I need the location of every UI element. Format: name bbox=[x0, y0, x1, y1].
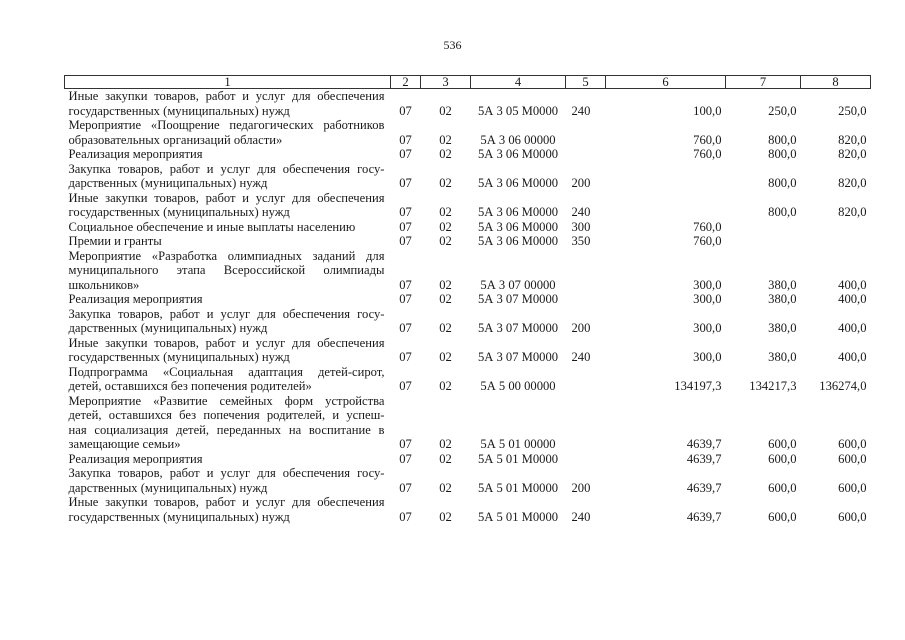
cell-c7: 800,0 bbox=[768, 176, 797, 190]
cell-c5 bbox=[566, 147, 606, 162]
table-row bbox=[65, 249, 871, 293]
cell-c8: 600,0 bbox=[838, 451, 867, 466]
cell-c8: 600,0 bbox=[838, 509, 867, 524]
cell-c2: 07 bbox=[399, 451, 412, 466]
cell-c5: 200 bbox=[571, 321, 591, 335]
cell-c3: 02 bbox=[439, 437, 452, 451]
cell-c8: 820,0 bbox=[838, 147, 867, 161]
row-name bbox=[65, 89, 391, 119]
budget-table bbox=[64, 75, 871, 524]
cell-c3: 02 bbox=[439, 103, 452, 118]
cell-c3: 02 bbox=[439, 379, 452, 393]
cell-c3: 02 bbox=[439, 132, 452, 147]
cell-c3: 02 bbox=[439, 176, 452, 190]
cell-c5: 240 bbox=[571, 509, 591, 524]
row-name-line: дарственных (муниципальных) нужд bbox=[68, 321, 268, 335]
column-header-8: 8 bbox=[801, 76, 871, 89]
row-name bbox=[65, 452, 391, 467]
cell-c2: 07 bbox=[399, 379, 412, 393]
cell-c6 bbox=[606, 162, 726, 191]
row-name-line: Премии и гранты bbox=[68, 234, 162, 248]
row-name-line: Реализация мероприятия bbox=[68, 451, 203, 466]
cell-c4: 5А 3 06 М0000 bbox=[477, 147, 559, 161]
cell-c8: 250,0 bbox=[838, 103, 867, 118]
row-name-line: государственных (муниципальных) нужд bbox=[68, 205, 290, 219]
cell-c3: 02 bbox=[439, 321, 452, 335]
page-number: 536 bbox=[443, 38, 462, 52]
table-row bbox=[65, 162, 871, 191]
cell-c7: 134217,3 bbox=[749, 379, 797, 393]
row-name bbox=[65, 495, 391, 524]
cell-c5 bbox=[566, 249, 606, 293]
cell-c6: 100,0 bbox=[693, 103, 722, 118]
cell-c7: 800,0 bbox=[768, 147, 797, 161]
cell-c6: 300,0 bbox=[693, 350, 722, 364]
table-row bbox=[65, 147, 871, 162]
table-row bbox=[65, 495, 871, 524]
cell-c2: 07 bbox=[399, 234, 412, 248]
cell-c8: 400,0 bbox=[838, 350, 867, 364]
cell-c7: 800,0 bbox=[768, 132, 797, 147]
cell-c8: 600,0 bbox=[838, 437, 867, 451]
cell-c6: 760,0 bbox=[693, 219, 722, 234]
cell-c7: 600,0 bbox=[768, 451, 797, 466]
cell-c5: 240 bbox=[571, 350, 591, 364]
table-row bbox=[65, 89, 871, 119]
cell-c7: 380,0 bbox=[768, 277, 797, 292]
row-name bbox=[65, 249, 391, 293]
cell-c4: 5А 3 06 00000 bbox=[480, 132, 556, 147]
column-header-6: 6 bbox=[606, 76, 726, 89]
table-row bbox=[65, 118, 871, 147]
row-name-line: Иные закупки товаров, работ и услуг для обеспечения bbox=[68, 89, 385, 103]
row-name-line: Закупка товаров, работ и услуг для обеспечения госу- bbox=[68, 466, 385, 480]
row-name-line: Реализация мероприятия bbox=[68, 292, 203, 306]
row-name-line: Закупка товаров, работ и услуг для обеспечения госу- bbox=[68, 161, 385, 176]
cell-c7: 380,0 bbox=[768, 292, 797, 306]
column-header-1: 1 bbox=[65, 76, 391, 89]
cell-c4: 5А 3 05 М0000 bbox=[477, 103, 559, 118]
cell-c4: 5А 5 01 М0000 bbox=[477, 451, 559, 466]
cell-c2: 07 bbox=[399, 176, 412, 190]
row-name bbox=[65, 336, 391, 365]
cell-c2: 07 bbox=[399, 132, 412, 147]
cell-c3: 02 bbox=[439, 234, 452, 248]
cell-c5: 200 bbox=[571, 176, 591, 190]
cell-c4: 5А 3 06 М0000 bbox=[477, 234, 559, 248]
cell-c6: 300,0 bbox=[693, 292, 722, 306]
table-row bbox=[65, 452, 871, 467]
cell-c5: 300 bbox=[571, 219, 591, 234]
cell-c6: 134197,3 bbox=[674, 379, 722, 393]
cell-c4: 5А 3 07 00000 bbox=[480, 277, 556, 292]
row-name-line: Социальное обеспечение и иные выплаты населению bbox=[68, 219, 356, 234]
cell-c2: 07 bbox=[399, 277, 412, 292]
table-row bbox=[65, 336, 871, 365]
cell-c3: 02 bbox=[439, 147, 452, 161]
column-header-7: 7 bbox=[726, 76, 801, 89]
cell-c4: 5А 5 01 М0000 bbox=[477, 480, 559, 495]
cell-c6: 4639,7 bbox=[686, 509, 722, 524]
cell-c2: 07 bbox=[399, 219, 412, 234]
column-header-4: 4 bbox=[471, 76, 566, 89]
column-header-3: 3 bbox=[421, 76, 471, 89]
cell-c5: 240 bbox=[571, 205, 591, 219]
cell-c2: 07 bbox=[399, 147, 412, 161]
column-header-5: 5 bbox=[566, 76, 606, 89]
cell-c8: 820,0 bbox=[838, 132, 867, 147]
row-name-line: Мероприятие «Разработка олимпиадных заданий для bbox=[68, 248, 385, 263]
cell-c2: 07 bbox=[399, 509, 412, 524]
row-name bbox=[65, 118, 391, 147]
row-name-line: образовательных организаций области» bbox=[68, 132, 283, 147]
row-name-line: муниципального этапа Всероссийской олимпиады bbox=[68, 263, 385, 277]
row-name-line: Иные закупки товаров, работ и услуг для обеспечения bbox=[68, 495, 385, 509]
table-row bbox=[65, 466, 871, 495]
cell-c6: 760,0 bbox=[693, 147, 722, 161]
row-name bbox=[65, 147, 391, 162]
row-name-line: детей, оставшихся без попечения родителей, и успеш- bbox=[68, 408, 385, 422]
cell-c8: 400,0 bbox=[838, 277, 867, 292]
cell-c6: 760,0 bbox=[693, 234, 722, 248]
row-name bbox=[65, 220, 391, 235]
row-name-line: Иные закупки товаров, работ и услуг для обеспечения bbox=[68, 335, 385, 350]
cell-c3: 02 bbox=[439, 480, 452, 495]
cell-c2: 07 bbox=[399, 103, 412, 118]
row-name bbox=[65, 234, 391, 249]
cell-c7: 800,0 bbox=[768, 205, 797, 219]
cell-c8: 136274,0 bbox=[819, 379, 867, 393]
cell-c5 bbox=[566, 292, 606, 307]
column-header-2: 2 bbox=[391, 76, 421, 89]
cell-c4: 5А 3 06 М0000 bbox=[477, 219, 559, 234]
row-name bbox=[65, 162, 391, 191]
cell-c6: 760,0 bbox=[693, 132, 722, 147]
row-name-line: дарственных (муниципальных) нужд bbox=[68, 176, 268, 190]
cell-c5 bbox=[566, 452, 606, 467]
cell-c7: 600,0 bbox=[768, 509, 797, 524]
cell-c5: 350 bbox=[571, 234, 591, 248]
row-name bbox=[65, 191, 391, 220]
cell-c3: 02 bbox=[439, 292, 452, 306]
cell-c4: 5А 3 07 М0000 bbox=[477, 350, 559, 364]
cell-c2: 07 bbox=[399, 437, 412, 451]
table-row bbox=[65, 307, 871, 336]
cell-c4: 5А 3 07 М0000 bbox=[477, 292, 559, 306]
cell-c3: 02 bbox=[439, 509, 452, 524]
cell-c8: 400,0 bbox=[838, 292, 867, 306]
row-name-line: детей, оставшихся без попечения родителей» bbox=[68, 379, 312, 393]
row-name-line: дарственных (муниципальных) нужд bbox=[68, 480, 268, 495]
cell-c5: 240 bbox=[571, 103, 591, 118]
cell-c8 bbox=[801, 234, 871, 249]
cell-c5 bbox=[566, 365, 606, 394]
cell-c7: 380,0 bbox=[768, 321, 797, 335]
row-name-line: ная социализация детей, переданных на воспитание в bbox=[68, 422, 385, 437]
cell-c6: 4639,7 bbox=[686, 451, 722, 466]
table-row bbox=[65, 394, 871, 452]
row-name-line: Мероприятие «Поощрение педагогических работников bbox=[68, 118, 385, 132]
cell-c5 bbox=[566, 118, 606, 147]
cell-c3: 02 bbox=[439, 219, 452, 234]
cell-c6 bbox=[606, 191, 726, 220]
cell-c4: 5А 5 01 М0000 bbox=[477, 509, 559, 524]
cell-c4: 5А 3 07 М0000 bbox=[477, 321, 559, 335]
cell-c7: 600,0 bbox=[768, 437, 797, 451]
row-name bbox=[65, 307, 391, 336]
cell-c7 bbox=[726, 220, 801, 235]
cell-c2: 07 bbox=[399, 292, 412, 306]
cell-c8: 600,0 bbox=[838, 480, 867, 495]
cell-c8 bbox=[801, 220, 871, 235]
row-name-line: замещающие семьи» bbox=[68, 437, 181, 451]
row-name-line: школьников» bbox=[68, 277, 140, 292]
row-name bbox=[65, 466, 391, 495]
cell-c4: 5А 3 06 М0000 bbox=[477, 176, 559, 190]
cell-c6: 300,0 bbox=[693, 277, 722, 292]
cell-c2: 07 bbox=[399, 205, 412, 219]
table-row bbox=[65, 292, 871, 307]
table-row bbox=[65, 234, 871, 249]
cell-c4: 5А 3 06 М0000 bbox=[477, 205, 559, 219]
cell-c2: 07 bbox=[399, 480, 412, 495]
row-name-line: государственных (муниципальных) нужд bbox=[68, 103, 290, 118]
cell-c8: 820,0 bbox=[838, 176, 867, 190]
row-name-line: Закупка товаров, работ и услуг для обеспечения госу- bbox=[68, 306, 385, 321]
table-row bbox=[65, 365, 871, 394]
row-name-line: Подпрограмма «Социальная адаптация детей-сирот, bbox=[68, 364, 385, 379]
header-row bbox=[65, 76, 871, 89]
cell-c8: 820,0 bbox=[838, 205, 867, 219]
cell-c6: 4639,7 bbox=[686, 480, 722, 495]
cell-c5 bbox=[566, 394, 606, 452]
cell-c7: 250,0 bbox=[768, 103, 797, 118]
cell-c3: 02 bbox=[439, 205, 452, 219]
row-name-line: Реализация мероприятия bbox=[68, 147, 203, 161]
cell-c6: 300,0 bbox=[693, 321, 722, 335]
cell-c7: 600,0 bbox=[768, 480, 797, 495]
cell-c4: 5А 5 01 00000 bbox=[480, 437, 556, 451]
table-row bbox=[65, 191, 871, 220]
cell-c3: 02 bbox=[439, 277, 452, 292]
row-name-line: Мероприятие «Развитие семейных форм устройства bbox=[68, 393, 385, 408]
table-row bbox=[65, 220, 871, 235]
cell-c8: 400,0 bbox=[838, 321, 867, 335]
row-name bbox=[65, 394, 391, 452]
cell-c2: 07 bbox=[399, 350, 412, 364]
cell-c4: 5А 5 00 00000 bbox=[480, 379, 556, 393]
cell-c6: 4639,7 bbox=[686, 437, 722, 451]
row-name-line: государственных (муниципальных) нужд bbox=[68, 350, 290, 364]
cell-c3: 02 bbox=[439, 451, 452, 466]
row-name-line: государственных (муниципальных) нужд bbox=[68, 509, 290, 524]
cell-c3: 02 bbox=[439, 350, 452, 364]
row-name bbox=[65, 292, 391, 307]
row-name bbox=[65, 365, 391, 394]
cell-c5: 200 bbox=[571, 480, 591, 495]
cell-c7 bbox=[726, 234, 801, 249]
cell-c2: 07 bbox=[399, 321, 412, 335]
cell-c7: 380,0 bbox=[768, 350, 797, 364]
row-name-line: Иные закупки товаров, работ и услуг для обеспечения bbox=[68, 190, 385, 205]
